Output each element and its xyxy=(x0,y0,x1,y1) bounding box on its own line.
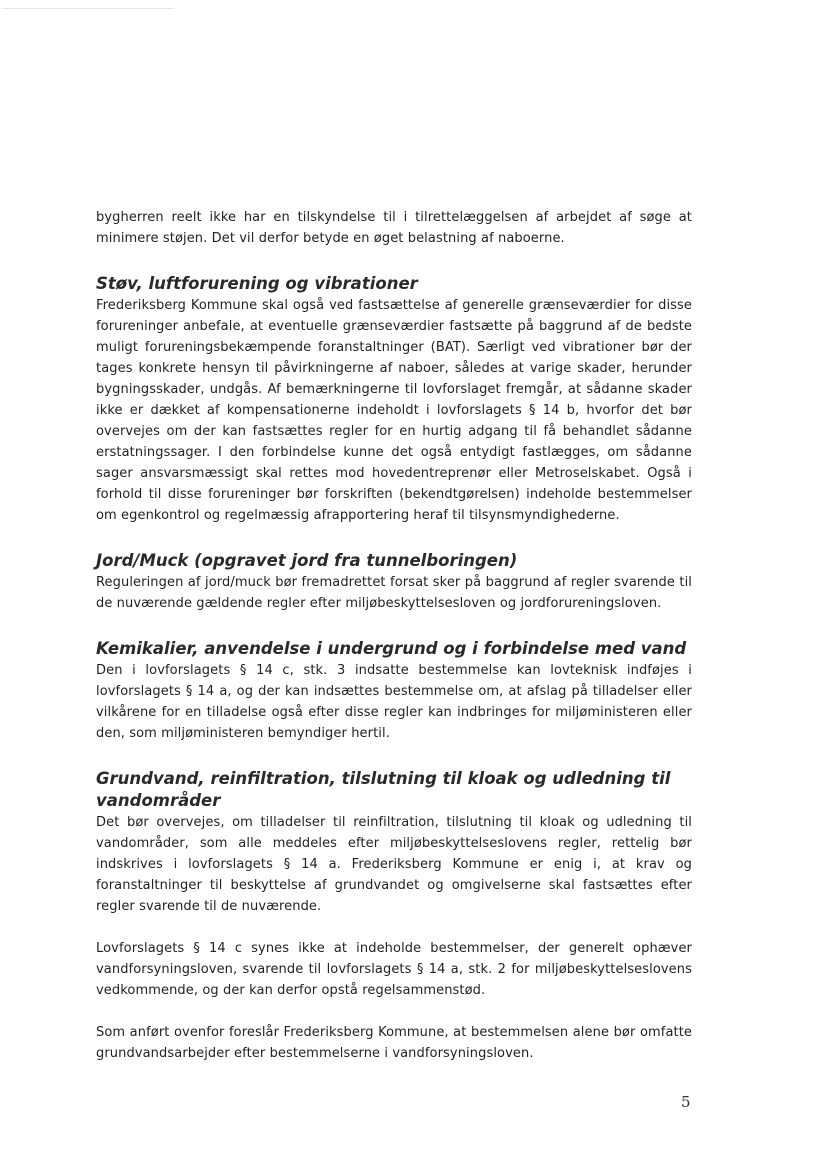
paragraph-dust-air-vibrations: Frederiksberg Kommune skal også ved fastsættelse af generelle grænseværdier for disse forureninger anbefale, at eventuelle grænseværdier fastsætte på baggrund af de bedste muligt forureningsbekæmpende foranstaltninger (BAT). Særligt ved vibrationer bør der tages konkrete hensyn til påvirkningerne af naboer, således at varige skader, herunder bygningsskader, undgås. Af bemærkningerne til lovforslaget fremgår, at sådanne skader ikke er dækket af kompensationerne indeholdt i lovforslagets § 14 b, hvorfor det bør overvejes om der kan fastsættes regler for en hurtig adgang til få behandlet sådanne erstatningssager. I den forbindelse kunne det også entydigt fastlægges, om sådanne sager ansvarsmæssigt skal rettes mod hovedentreprenør eller Metroselskabet. Også i forhold til disse forureninger bør forskriften (bekendtgørelsen) indeholde bestemmelser om egenkontrol og regelmæssig afrapportering heraf til tilsynsmyndighederne. xyxy=(96,298,692,523)
paragraph-noise-continuation: bygherren reelt ikke har en tilskyndelse til i tilrettelæggelsen af arbejdet af søge at minimere støjen. Det vil derfor betyde en øget belastning af naboerne. xyxy=(96,210,692,246)
document-body xyxy=(96,207,692,1064)
paragraph-chemicals: Den i lovforslagets § 14 c, stk. 3 indsatte bestemmelse kan lovteknisk indføjes i lovforslagets § 14 a, og der kan indsættes bestemmelse om, at afslag på tilladelser eller vilkårene for en tilladelse også efter disse regler kan indbringes for miljøministeren eller den, som miljøministeren bemyndiger hertil. xyxy=(96,663,692,741)
paragraph-soil-muck: Reguleringen af jord/muck bør fremadrettet forsat sker på baggrund af regler svarende til de nuværende gældende regler efter miljøbeskyttelsesloven og jordforureningsloven. xyxy=(96,575,692,611)
heading-chemicals: Kemikalier, anvendelse i undergrund og i forbindelse med vand xyxy=(96,639,687,658)
paragraph-groundwater-2: Lovforslagets § 14 c synes ikke at indeholde bestemmelser, der generelt ophæver vandforsyningsloven, svarende til lovforslagets § 14 a, stk. 2 for miljøbeskyttelseslovens vedkommende, og der kan derfor opstå regelsammenstød. xyxy=(96,941,692,998)
scan-edge-mark xyxy=(2,8,174,9)
heading-groundwater: Grundvand, reinfiltration, tilslutning til kloak og udledning til vandområder xyxy=(96,769,671,810)
paragraph-groundwater-3: Som anført ovenfor foreslår Frederiksberg Kommune, at bestemmelsen alene bør omfatte grundvandsarbejder efter bestemmelserne i vandforsyningsloven. xyxy=(96,1025,692,1061)
heading-soil-muck: Jord/Muck (opgravet jord fra tunnelboringen) xyxy=(96,551,518,570)
page-number: 5 xyxy=(681,1093,691,1111)
paragraph-groundwater-1: Det bør overvejes, om tilladelser til reinfiltration, tilslutning til kloak og udledning til vandområder, som alle meddeles efter miljøbeskyttelseslovens regler, rettelig bør indskrives i lovforslagets § 14 a. Frederiksberg Kommune er enig i, at krav og foranstaltninger til beskyttelse af grundvandet og omgivelserne skal fastsættes efter regler svarende til de nuværende. xyxy=(96,815,692,914)
heading-dust-air-vibrations: Støv, luftforurening og vibrationer xyxy=(96,274,418,293)
